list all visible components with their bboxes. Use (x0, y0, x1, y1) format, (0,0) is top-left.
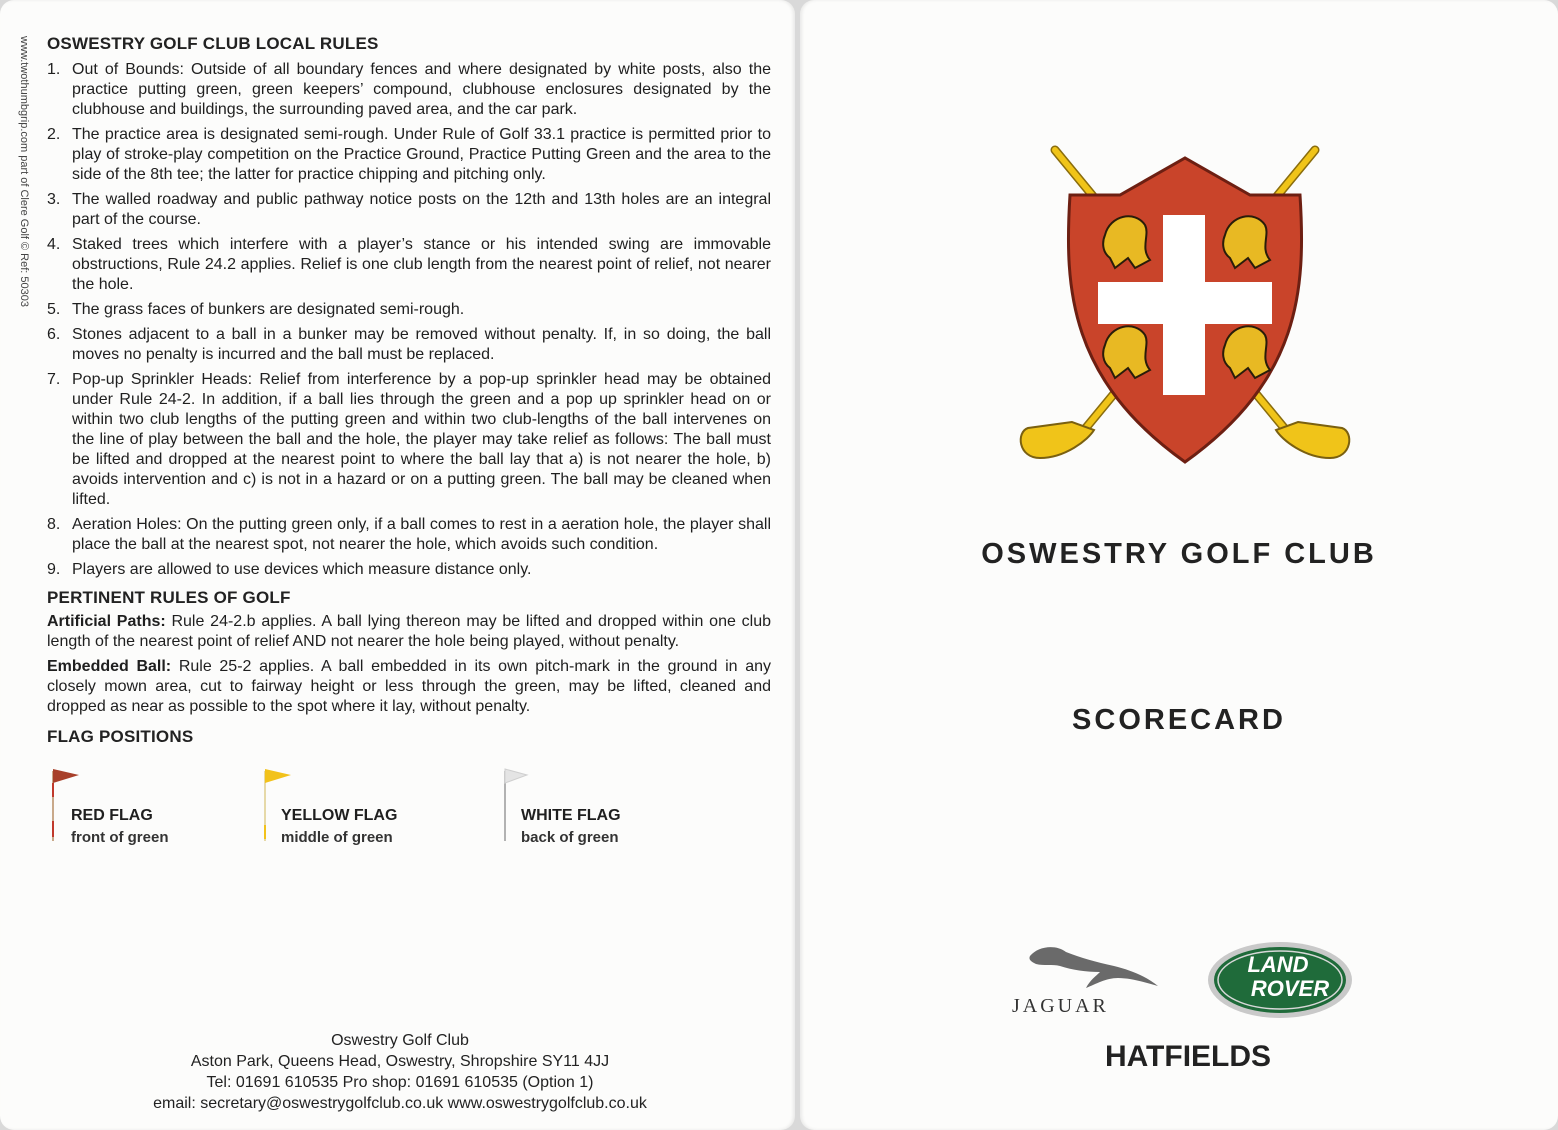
white-flag-label: WHITE FLAG (521, 807, 621, 824)
white-flag-item (497, 761, 697, 861)
flag-legend (47, 761, 771, 871)
yellow-flag-item (257, 761, 457, 861)
list-item: 1. Out of Bounds: Outside of all boundary fences and where designated by white posts, also the practice putting green, green keepers’ compound, clubhouse enclosures designated by the clubhouse and buildings, the surrounding paved area, and the car park. (47, 61, 771, 118)
address-web: email: secretary@oswestrygolfclub.co.uk www.oswestrygolfclub.co.uk (153, 1095, 647, 1112)
pertinent-rules-heading: PERTINENT RULES OF GOLF (47, 588, 291, 607)
red-flag-item (47, 761, 247, 861)
dealer-name: HATFIELDS (1104, 1040, 1272, 1073)
rules-content (47, 34, 771, 871)
address-street: Aston Park, Queens Head, Oswestry, Shropshire SY11 4JJ (190, 1053, 610, 1070)
land-rover-top-text: LAND (1247, 952, 1309, 977)
land-rover-bottom-text: ROVER (1250, 976, 1330, 1001)
list-item: 9. Players are allowed to use devices which measure distance only. (47, 561, 532, 578)
address-name: Oswestry Golf Club (331, 1032, 469, 1049)
local-rules-list (47, 60, 771, 580)
list-item: 2. The practice area is designated semi-rough. Under Rule of Golf 33.1 practice is permitted prior to play of stroke-play competition on the Practice Ground, Practice Putting Green and the area to the side of the 8th tee; the latter for practice chipping and pitching only. (47, 126, 771, 183)
white-flag-desc: back of green (521, 829, 619, 846)
club-address (100, 1030, 700, 1114)
list-item: 4. Staked trees which interfere with a player’s stance or his intended swing are immovable obstructions, Rule 24.2 applies. Relief is one club length from the nearest point of relief, not nearer the hole. (47, 236, 771, 293)
embedded-ball-rule: Embedded Ball: Rule 25-2 applies. A ball embedded in its own pitch-mark in the ground in any closely mown area, cut to fairway height or less through the green, may be lifted, cleaned and dropped as near as possible to the spot where it lay, without penalty. (47, 658, 772, 715)
jaguar-wordmark: JAGUAR (1012, 995, 1109, 1017)
red-flag-label: RED FLAG (71, 807, 153, 824)
list-item: 5. The grass faces of bunkers are designated semi-rough. (47, 301, 465, 318)
club-name: OSWESTRY GOLF CLUB (981, 538, 1377, 570)
red-flag-desc: front of green (71, 829, 169, 846)
flag-positions-heading: FLAG POSITIONS (47, 727, 194, 746)
side-credit: www.twothumbgrip.com part of Clere Golf © Ref: 50303 (18, 36, 30, 307)
list-item: 8. Aeration Holes: On the putting green only, if a ball comes to rest in a aeration hole, the player shall place the ball at the nearest spot, not nearer the hole, which avoids such condition. (47, 516, 771, 553)
list-item: 3. The walled roadway and public pathway notice posts on the 12th and 13th holes are an integral part of the course. (47, 191, 771, 228)
yellow-flag-desc: middle of green (281, 829, 393, 846)
page-title: SCORECARD (1072, 704, 1286, 736)
club-crest-icon (1010, 140, 1360, 470)
list-item: 6. Stones adjacent to a ball in a bunker may be removed without penalty. If, in so doing, the ball moves no penalty is incurred and the ball must be replaced. (47, 326, 771, 363)
address-phone: Tel: 01691 610535 Pro shop: 01691 610535 (Option 1) (206, 1074, 594, 1091)
list-item: 7. Pop-up Sprinkler Heads: Relief from interference by a pop-up sprinkler head may be obtained under Rule 24-2. In addition, if a ball lies through the green and a pop up sprinkler head on or within two club lengths of the putting green and within two club-lengths of the ball intervenes on the line of play between the ball and the hole, the player may take relief as follows: The ball must be lifted and dropped at the nearest point to where the ball lay that a) is not nearer the hole, b) avoids intervention and c) is not in a hazard or on a putting green. The ball may be cleaned when lifted. (47, 371, 771, 508)
cover-page (800, 0, 1558, 1130)
yellow-flag-label: YELLOW FLAG (281, 807, 398, 824)
local-rules-heading: OSWESTRY GOLF CLUB LOCAL RULES (47, 34, 379, 53)
artificial-paths-rule: Artificial Paths: Rule 24-2.b applies. A ball lying thereon may be lifted and dropped within one club length of the nearest point of relief AND not nearer the hole being played, without penalty. (47, 613, 772, 650)
jaguar-leaper-icon (1026, 942, 1161, 992)
